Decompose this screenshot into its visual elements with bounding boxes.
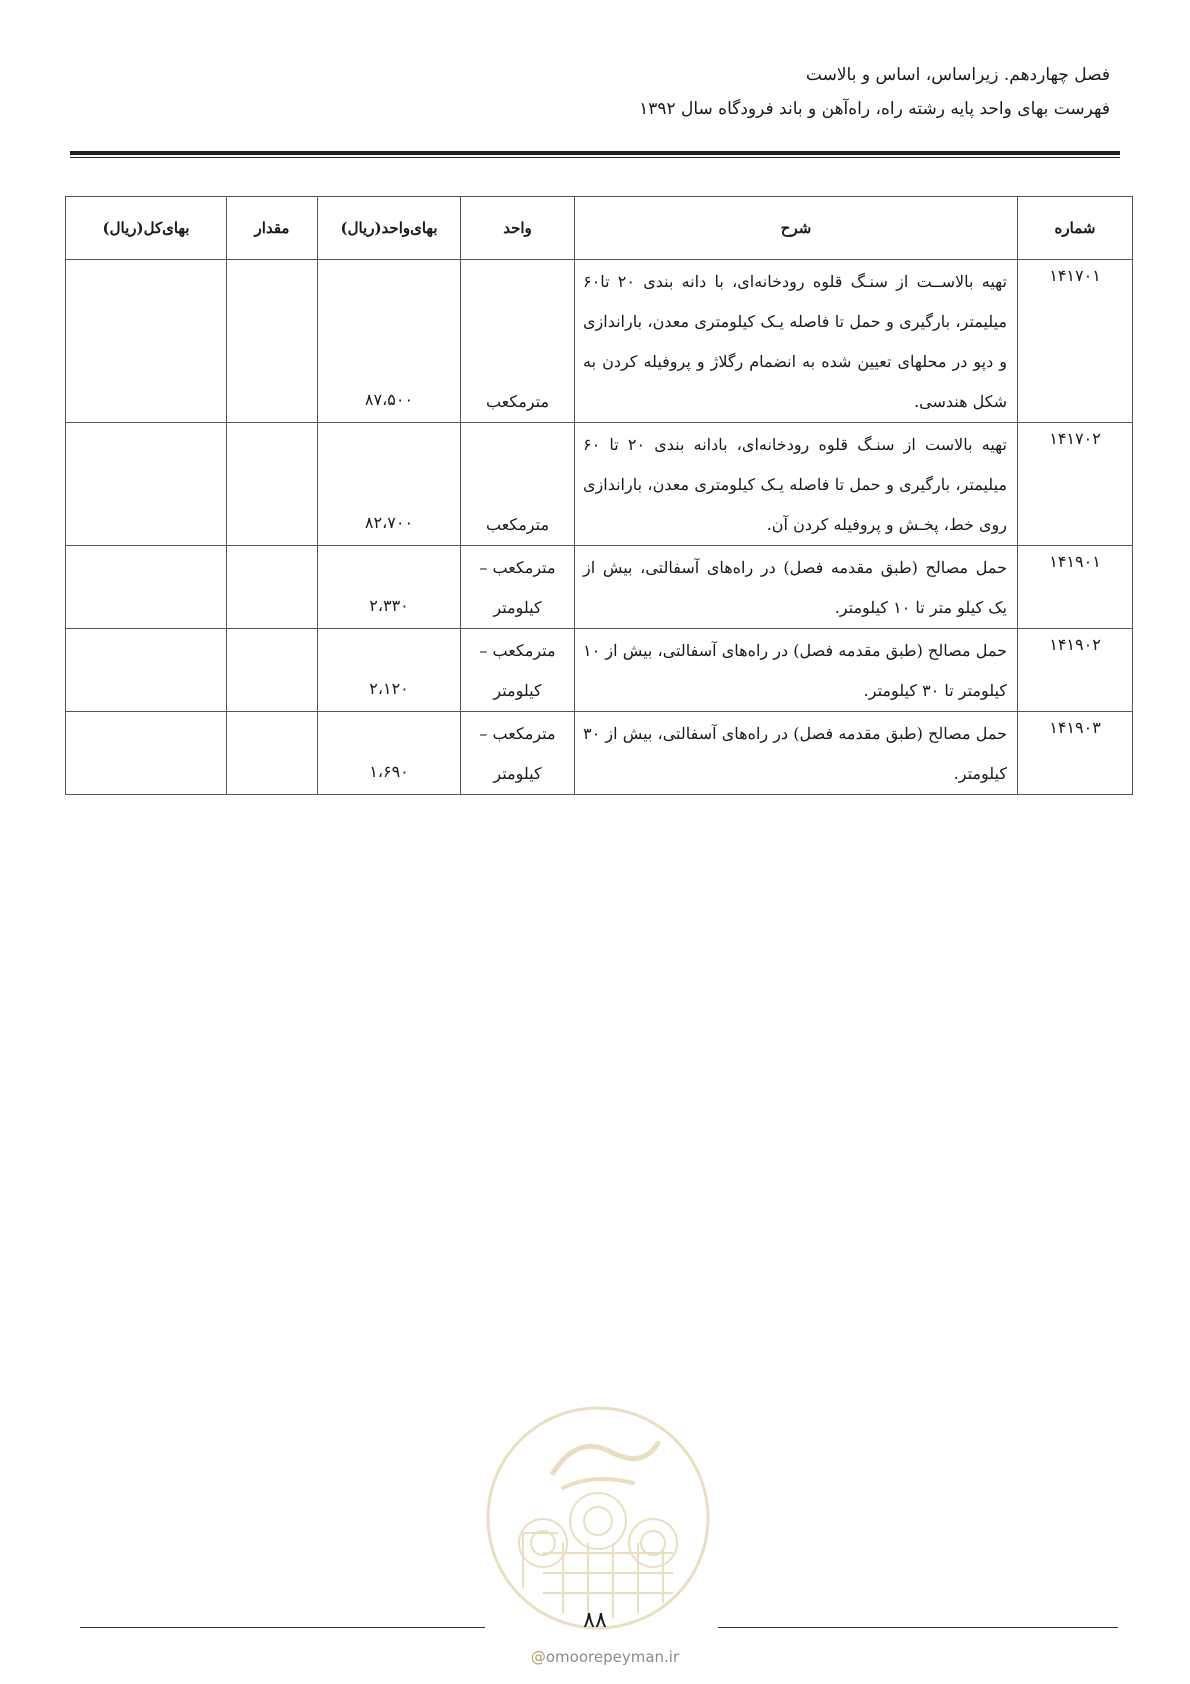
page-number: ۸۸ bbox=[583, 1608, 607, 1633]
row-description: حمل مصالح (طبق مقدمه فصل) در راه‌های آسفالتی، بیش از ۱۰ کیلومتر تا ۳۰ کیلومتر. bbox=[575, 629, 1018, 712]
row-description: حمل مصالح (طبق مقدمه فصل) در راه‌های آسفالتی، بیش از یک کیلو متر تا ۱۰ کیلومتر. bbox=[575, 546, 1018, 629]
row-unit: مترمکعب – کیلومتر bbox=[461, 546, 575, 629]
row-unit: مترمکعب – کیلومتر bbox=[461, 712, 575, 795]
header-total-price: بهای‌کل(ریال) bbox=[66, 197, 227, 260]
row-quantity bbox=[227, 260, 318, 423]
row-unit-price: ۸۷،۵۰۰ bbox=[318, 260, 461, 423]
document-title: فهرست بهای واحد پایه رشته راه، راه‌آهن و باند فرودگاه سال ۱۳۹۲ bbox=[639, 99, 1110, 119]
footer-rule-right bbox=[718, 1627, 1118, 1628]
row-number: ۱۴۱۷۰۱ bbox=[1018, 260, 1133, 423]
row-total-price bbox=[66, 260, 227, 423]
table-header-row bbox=[66, 197, 1133, 260]
row-total-price bbox=[66, 546, 227, 629]
header-unit: واحد bbox=[461, 197, 575, 260]
header-description: شرح bbox=[575, 197, 1018, 260]
row-total-price bbox=[66, 712, 227, 795]
header-rule-thick bbox=[70, 151, 1120, 155]
row-description: حمل مصالح (طبق مقدمه فصل) در راه‌های آسفالتی، بیش از ۳۰ کیلومتر. bbox=[575, 712, 1018, 795]
chapter-title: فصل چهاردهم. زیراساس، اساس و بالاست bbox=[805, 65, 1110, 85]
row-unit: مترمکعب bbox=[461, 260, 575, 423]
row-total-price bbox=[66, 629, 227, 712]
row-quantity bbox=[227, 712, 318, 795]
price-table bbox=[65, 196, 1133, 795]
row-unit-price: ۲،۱۲۰ bbox=[318, 629, 461, 712]
table-row bbox=[66, 546, 1133, 629]
row-unit-price: ۸۲،۷۰۰ bbox=[318, 423, 461, 546]
website-watermark bbox=[495, 1648, 715, 1666]
row-quantity bbox=[227, 423, 318, 546]
at-icon: @ bbox=[530, 1648, 546, 1666]
row-number: ۱۴۱۷۰۲ bbox=[1018, 423, 1133, 546]
table-row bbox=[66, 260, 1133, 423]
header-unit-price: بهای‌واحد(ریال) bbox=[318, 197, 461, 260]
header-rule-thin bbox=[70, 157, 1120, 158]
row-description: تهیه بالاست از سنـگ قلوه رودخانه‌ای، بادانه بندی ۲۰ تا ۶۰ میلیمتر، بارگیری و حمل تا فاصله یـک کیلومتری معدن، باراندازی روی خط، پخـش و پروفیله کردن آن. bbox=[575, 423, 1018, 546]
row-number: ۱۴۱۹۰۲ bbox=[1018, 629, 1133, 712]
omoorepeyman-logo-watermark bbox=[483, 1403, 713, 1633]
row-description: تهیه بالاســت از سنـگ قلوه رودخانه‌ای، با دانه بندی ۲۰ تا۶۰ میلیمتر، بارگیری و حمل تا فاصله یـک کیلومتری معدن، باراندازی و دپو در محلهای تعیین شده به انضمام رگلاژ و پروفیله کردن به شکل هندسی. bbox=[575, 260, 1018, 423]
row-quantity bbox=[227, 546, 318, 629]
header-quantity: مقدار bbox=[227, 197, 318, 260]
row-total-price bbox=[66, 423, 227, 546]
table-row bbox=[66, 712, 1133, 795]
row-number: ۱۴۱۹۰۱ bbox=[1018, 546, 1133, 629]
row-unit-price: ۱،۶۹۰ bbox=[318, 712, 461, 795]
row-unit-price: ۲،۳۳۰ bbox=[318, 546, 461, 629]
page-header bbox=[639, 58, 1110, 126]
table-row bbox=[66, 423, 1133, 546]
table-row bbox=[66, 629, 1133, 712]
footer-rule-left bbox=[80, 1627, 485, 1628]
website-text: omoorepeyman.ir bbox=[545, 1648, 680, 1666]
row-quantity bbox=[227, 629, 318, 712]
row-unit: مترمکعب bbox=[461, 423, 575, 546]
row-unit: مترمکعب – کیلومتر bbox=[461, 629, 575, 712]
header-number: شماره bbox=[1018, 197, 1133, 260]
row-number: ۱۴۱۹۰۳ bbox=[1018, 712, 1133, 795]
